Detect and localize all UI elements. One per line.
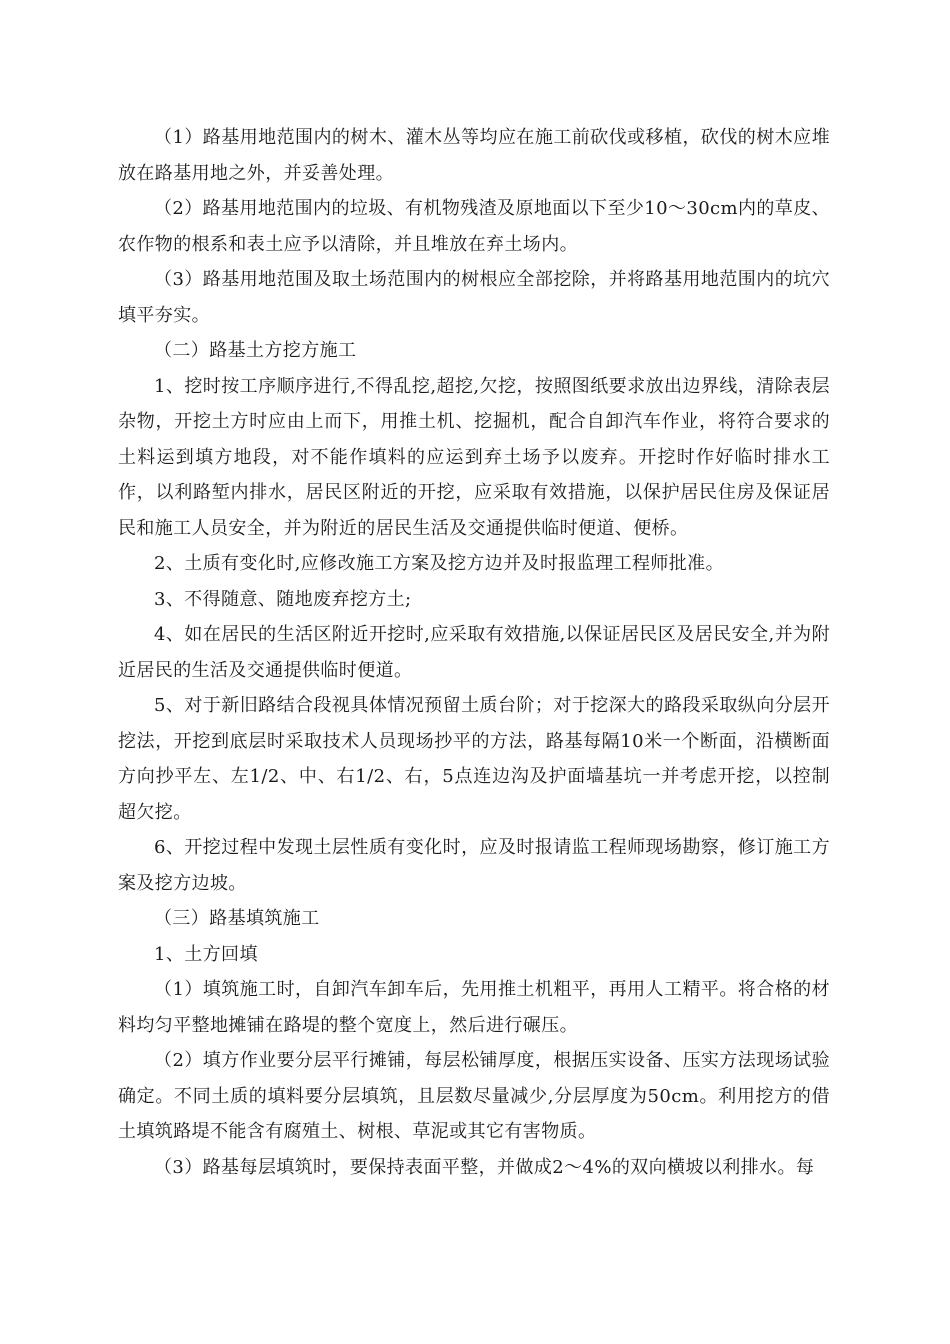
- section-heading-filling: （三）路基填筑施工: [154, 908, 320, 929]
- paragraph-excavation-5: 5、对于新旧路结合段视具体情况预留土质台阶；对于挖深大的路段采取纵向分层开挖法，开挖到底层时采取技术人员现场抄平的方法，路基每隔10米一个断面，沿横断面方向抄平左、左1/2、中、右1/2、右，5点连边沟及护面墙基坑一并考虑开挖，以控制超欠挖。: [118, 695, 830, 823]
- paragraph-clearing-trees: （1）路基用地范围内的树木、灌木丛等均应在施工前砍伐或移植，砍伐的树木应堆放在路基用地之外，并妥善处理。: [118, 127, 830, 184]
- document-body: [118, 120, 830, 1185]
- paragraph-excavation-2: 2、土质有变化时,应修改施工方案及挖方边并及时报监理工程师批准。: [154, 553, 724, 574]
- paragraph-clearing-topsoil: （2）路基用地范围内的垃圾、有机物残渣及原地面以下至少10～30cm内的草皮、农作物的根系和表土应予以清除，并且堆放在弃土场内。: [118, 198, 831, 255]
- paragraph-excavation-4: 4、如在居民的生活区附近开挖时,应采取有效措施,以保证居民区及居民安全,并为附近居民的生活及交通提供临时便道。: [118, 624, 830, 681]
- paragraph-excavation-3: 3、不得随意、随地废弃挖方土;: [154, 588, 412, 610]
- paragraph-clearing-roots: （3）路基用地范围及取土场范围内的树根应全部挖除，并将路基用地范围内的坑穴填平夯实。: [118, 269, 830, 326]
- paragraph-filling-3: （3）路基每层填筑时，要保持表面平整，并做成2～4%的双向横坡以利排水。每: [154, 1156, 815, 1178]
- paragraph-excavation-1: 1、挖时按工序顺序进行,不得乱挖,超挖,欠挖，按照图纸要求放出边界线，清除表层杂物，开挖土方时应由上而下，用推土机、挖掘机，配合自卸汽车作业，将符合要求的土料运到填方地段，对不能作填料的应运到弃土场予以废弃。开挖时作好临时排水工作，以利路堑内排水，居民区附近的开挖，应采取有效措施，以保护居民住房及保证居民和施工人员安全，并为附近的居民生活及交通提供临时便道、便桥。: [118, 375, 830, 539]
- subheading-earth-backfill: 1、土方回填: [154, 943, 258, 965]
- paragraph-filling-2: （2）填方作业要分层平行摊铺，每层松铺厚度，根据压实设备、压实方法现场试验确定。不同土质的填料要分层填筑，且层数尽量减少,分层厚度为50cm。利用挖方的借土填筑路堤不能含有腐殖土、树根、草泥或其它有害物质。: [118, 1050, 830, 1142]
- paragraph-excavation-6: 6、开挖过程中发现土层性质有变化时，应及时报请监工程师现场勘察，修订施工方案及挖方边坡。: [118, 837, 830, 894]
- section-heading-excavation: （二）路基土方挖方施工: [154, 340, 357, 361]
- paragraph-filling-1: （1）填筑施工时，自卸汽车卸车后，先用推土机粗平，再用人工精平。将合格的材料均匀平整地摊铺在路堤的整个宽度上，然后进行碾压。: [118, 979, 830, 1036]
